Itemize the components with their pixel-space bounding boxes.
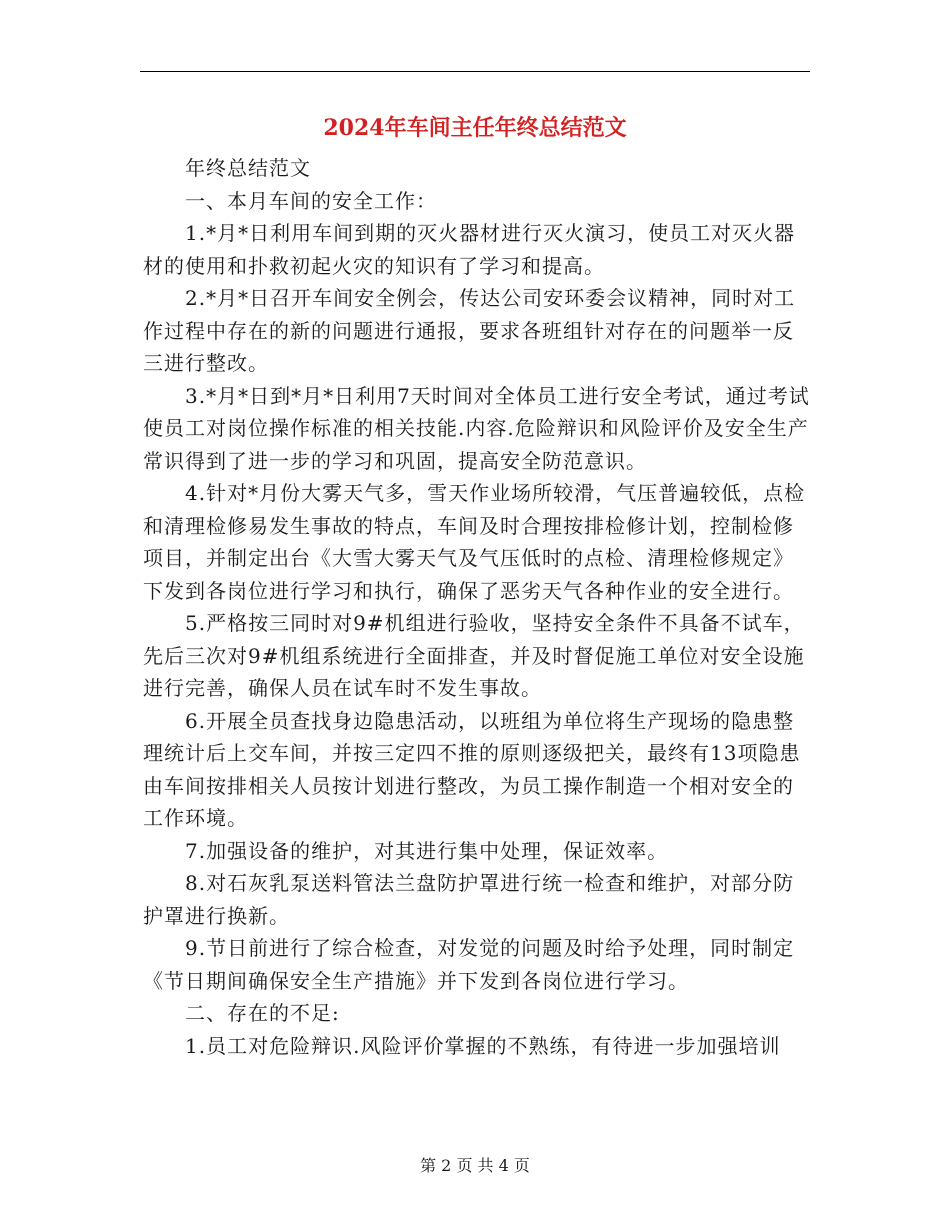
item-3: 3.*月*日到*月*日利用7天时间对全体员工进行安全考试，通过考试使员工对岗位操作标准的相关技能.内容.危险辩识和风险评价及安全生产常识得到了进一步的学习和巩固，提高安全防范意识。	[143, 383, 810, 473]
document-title: 2024年车间主任年终总结范文	[323, 115, 627, 141]
item-6: 6.开展全员查找身边隐患活动，以班组为单位将生产现场的隐患整理统计后上交车间，并按三定四不推的原则逐级把关，最终有13项隐患由车间按排相关人员按计划进行整改，为员工操作制造一个相对安全的工作环境。	[143, 708, 801, 830]
document-body	[143, 152, 811, 1062]
item-8: 8.对石灰乳泵送料管法兰盘防护罩进行统一检查和维护，对部分防护罩进行换新。	[143, 871, 795, 928]
section-heading-shortcomings: 二、存在的不足:	[185, 1001, 340, 1025]
header-rule	[140, 71, 810, 72]
item-2: 2.*月*日召开车间安全例会，传达公司安环委会议精神，同时对工作过程中存在的新的问题进行通报，要求各班组针对存在的问题举一反三进行整改。	[143, 286, 796, 375]
item-9: 9.节日前进行了综合检查，对发觉的问题及时给予处理，同时制定《节日期间确保安全生产措施》并下发到各岗位进行学习。	[143, 936, 795, 993]
shortcoming-item-1: 1.员工对危险辩识.风险评价掌握的不熟练，有待进一步加强培训	[185, 1033, 781, 1058]
item-7: 7.加强设备的维护，对其进行集中处理，保证效率。	[185, 838, 669, 863]
page-number-footer: 第 2 页 共 4 页	[420, 1156, 530, 1175]
item-4: 4.针对*月份大雾天气多，雪天作业场所较滑，气压普遍较低，点检和清理检修易发生事故的特点，车间及时合理按排检修计划，控制检修项目，并制定出台《大雪大雾天气及气压低时的点检、清理检修规定》下发到各岗位进行学习和执行，确保了恶劣天气各种作业的安全进行。	[143, 481, 806, 603]
item-5: 5.严格按三同时对9#机组进行验收，坚持安全条件不具备不试车，先后三次对9#机组系统进行全面排查，并及时督促施工单位对安全设施进行完善，确保人员在试车时不发生事故。	[143, 611, 805, 700]
item-1: 1.*月*日利用车间到期的灭火器材进行灭火演习，使员工对灭火器材的使用和扑救初起火灾的知识有了学习和提高。	[143, 221, 796, 278]
paragraph-subtitle: 年终总结范文	[185, 156, 311, 180]
section-heading-safety-work: 一、本月车间的安全工作：	[185, 188, 437, 213]
